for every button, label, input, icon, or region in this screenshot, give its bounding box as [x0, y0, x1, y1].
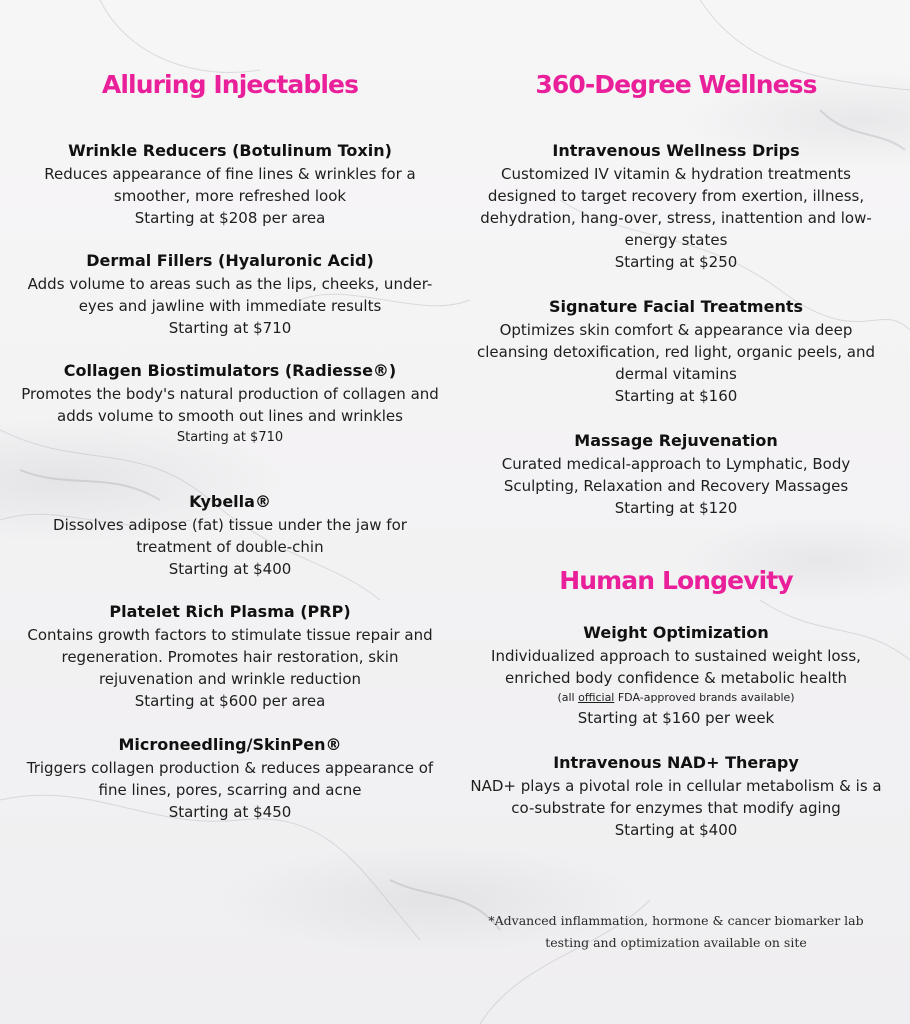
service-prp: [20, 601, 440, 712]
service-name: Weight Optimization: [583, 623, 769, 642]
service-name: Intravenous Wellness Drips: [552, 141, 800, 160]
service-name: Kybella®: [189, 492, 271, 511]
service-description: Optimizes skin comfort & appearance via deep cleansing detoxification, red light, organic peels, and dermal vitamins: [476, 321, 875, 383]
service-note: (all official FDA-approved brands available): [557, 691, 795, 704]
service-description: Triggers collagen production & reduces appearance of fine lines, pores, scarring and acne: [26, 759, 434, 799]
service-iv-drips: [470, 140, 882, 273]
service-name: Collagen Biostimulators (Radiesse®): [63, 361, 397, 380]
service-name: Wrinkle Reducers (Botulinum Toxin): [68, 141, 392, 160]
service-weight-optimization: [470, 622, 882, 729]
service-description: Adds volume to areas such as the lips, cheeks, under-eyes and jawline with immediate results: [27, 275, 433, 315]
service-microneedling: [20, 734, 440, 823]
service-wrinkle-reducers: [20, 140, 440, 229]
service-price: Starting at $208 per area: [134, 209, 326, 227]
service-name: Dermal Fillers (Hyaluronic Acid): [86, 251, 374, 270]
service-name: Massage Rejuvenation: [574, 431, 778, 450]
service-price: Starting at $250: [614, 253, 738, 271]
service-description: Contains growth factors to stimulate tissue repair and regeneration. Promotes hair restoration, skin rejuvenation and wrinkle reduction: [27, 626, 433, 688]
service-price: Starting at $450: [168, 803, 292, 821]
service-description: Reduces appearance of fine lines & wrinkles for a smoother, more refreshed look: [44, 165, 416, 205]
section-title-longevity: Human Longevity: [559, 566, 793, 595]
service-kybella: [20, 491, 440, 580]
service-price: Starting at $160: [614, 387, 738, 405]
service-description: Promotes the body's natural production of collagen and adds volume to smooth out lines and wrinkles: [21, 385, 439, 425]
service-name: Intravenous NAD+ Therapy: [553, 753, 799, 772]
service-description: Curated medical-approach to Lymphatic, Body Sculpting, Relaxation and Recovery Massages: [501, 455, 851, 495]
service-description: Customized IV vitamin & hydration treatments designed to target recovery from exertion, illness, dehydration, hang-over, stress, inattention and low-energy states: [480, 165, 872, 249]
service-price: Starting at $710: [168, 319, 292, 337]
service-facial-treatments: [470, 296, 882, 407]
service-massage: [470, 430, 882, 519]
service-description: NAD+ plays a pivotal role in cellular metabolism & is a co-substrate for enzymes that modify aging: [470, 777, 882, 817]
service-description: Individualized approach to sustained weight loss, enriched body confidence & metabolic health: [491, 647, 861, 687]
service-price: Starting at $160 per week: [577, 709, 775, 727]
official-underline: official: [578, 691, 615, 704]
service-price: Starting at $120: [614, 499, 738, 517]
service-price: Starting at $400: [168, 560, 292, 578]
service-collagen-biostimulators: [20, 360, 440, 449]
service-dermal-fillers: [20, 250, 440, 339]
service-price: Starting at $600 per area: [134, 692, 326, 710]
service-description: Dissolves adipose (fat) tissue under the jaw for treatment of double-chin: [53, 516, 407, 556]
service-name: Microneedling/SkinPen®: [118, 735, 342, 754]
service-name: Platelet Rich Plasma (PRP): [109, 602, 351, 621]
section-title-wellness: 360-Degree Wellness: [535, 70, 817, 99]
section-title-injectables: Alluring Injectables: [101, 70, 359, 99]
service-name: Signature Facial Treatments: [548, 297, 804, 316]
service-price: Starting at $710: [176, 430, 284, 445]
service-price: Starting at $400: [614, 821, 738, 839]
service-nad-therapy: [470, 752, 882, 841]
footnote: *Advanced inflammation, hormone & cancer biomarker lab testing and optimization available on site: [488, 913, 864, 950]
